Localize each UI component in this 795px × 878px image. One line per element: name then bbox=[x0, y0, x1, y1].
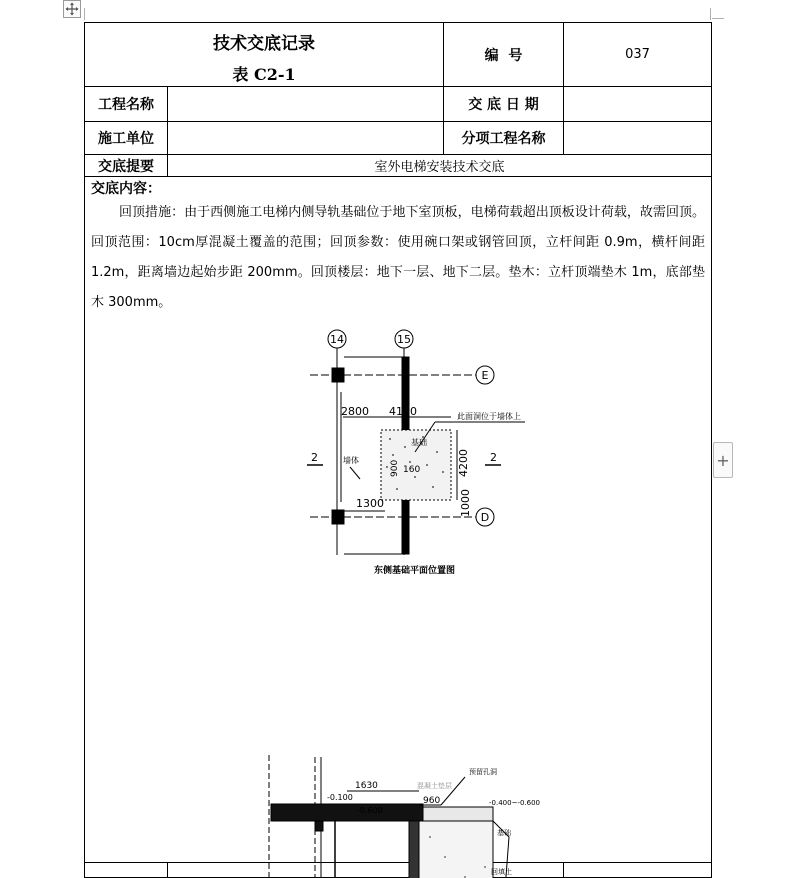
dim-2800: 2800 bbox=[341, 405, 369, 418]
form-title: 技术交底记录 bbox=[213, 33, 315, 54]
dim-160: 160 bbox=[403, 465, 421, 475]
margin-mark-top-left bbox=[84, 8, 85, 20]
signature-cell-1[interactable] bbox=[85, 863, 168, 878]
number-label: 编 号 bbox=[444, 23, 564, 87]
dim-960: 960 bbox=[423, 796, 441, 806]
dim-1000: 1000 bbox=[459, 489, 472, 517]
summary-label: 交底提要 bbox=[85, 155, 168, 177]
note-concrete-cushion: 混凝土垫层 bbox=[417, 782, 452, 790]
plan-note-wall: 墙体 bbox=[343, 456, 359, 465]
axis-label-14: 14 bbox=[330, 333, 344, 346]
axis-label-E: E bbox=[481, 369, 489, 382]
dim-900: 900 bbox=[390, 459, 400, 477]
backfill bbox=[419, 821, 493, 878]
project-name-field[interactable] bbox=[168, 87, 444, 122]
roof-slab bbox=[271, 804, 423, 821]
form-code: 表 C2-1 bbox=[232, 64, 296, 84]
content-cell[interactable] bbox=[85, 177, 712, 876]
column-E bbox=[332, 368, 344, 382]
project-name-label: 工程名称 bbox=[85, 87, 168, 122]
move-arrows-icon bbox=[65, 2, 79, 16]
subitem-field[interactable] bbox=[564, 122, 712, 155]
subitem-label: 分项工程名称 bbox=[444, 122, 564, 155]
note-backfill: 回填土 bbox=[491, 868, 512, 876]
contractor-field[interactable] bbox=[168, 122, 444, 155]
content-body: 回顶措施：由于西侧施工电梯内侧导轨基础位于地下室顶板，电梯荷载超出顶板设计荷载，故需回顶。回顶范围：10cm厚混凝土覆盖的范围；回顶参数：使用碗口架或钢管回顶，立杆间距 0.9m，横杆间距 1.2m，距离墙边起始步距 200mm。回顶楼层：地下一层、地下二层。垫木：立杆顶端垫木 1m，底部垫木 300mm。 bbox=[91, 205, 705, 310]
content-heading: 交底内容： bbox=[91, 181, 161, 197]
column-D bbox=[332, 510, 344, 524]
section-mark-right: 2 bbox=[490, 451, 497, 464]
plan-caption: 东侧基础平面位置图 bbox=[374, 566, 456, 576]
axis-label-15: 15 bbox=[397, 333, 411, 346]
margin-mark-top-right bbox=[710, 8, 711, 20]
foundation-block bbox=[423, 807, 493, 821]
margin-mark-right bbox=[712, 18, 724, 19]
technical-drawings bbox=[85, 177, 712, 876]
table-move-handle[interactable] bbox=[63, 0, 81, 18]
number-value[interactable]: 037 bbox=[564, 23, 712, 87]
plus-icon: + bbox=[716, 450, 730, 470]
add-row-button[interactable] bbox=[713, 442, 733, 478]
elev-range: -0.400~-0.600 bbox=[489, 799, 540, 807]
signature-cell-4[interactable] bbox=[564, 863, 712, 878]
dim-4200: 4200 bbox=[457, 449, 470, 477]
signature-cell-2[interactable] bbox=[168, 863, 444, 878]
date-field[interactable] bbox=[564, 87, 712, 122]
elev-minus-0600: -0.600 bbox=[357, 806, 383, 815]
note-foundation: 基础 bbox=[497, 829, 511, 837]
date-label: 交 底 日 期 bbox=[444, 87, 564, 122]
retaining-wall bbox=[409, 821, 419, 878]
disclosure-form-table bbox=[84, 22, 712, 878]
contractor-label: 施工单位 bbox=[85, 122, 168, 155]
note-reserved-hole: 预留孔洞 bbox=[469, 768, 497, 776]
dim-1300: 1300 bbox=[356, 497, 384, 510]
form-title-cell bbox=[85, 23, 444, 87]
dim-4100: 4100 bbox=[389, 405, 417, 418]
axis-label-D: D bbox=[480, 511, 490, 524]
section-mark-left: 2 bbox=[311, 451, 318, 464]
elev-minus-0100: -0.100 bbox=[327, 793, 353, 802]
plan-note-foundation: 基础 bbox=[411, 438, 427, 447]
summary-value[interactable]: 室外电梯安装技术交底 bbox=[168, 155, 712, 177]
plan-note-wall-hole: 此面洞位于墙体上 bbox=[457, 412, 521, 421]
dim-1630: 1630 bbox=[355, 781, 378, 791]
